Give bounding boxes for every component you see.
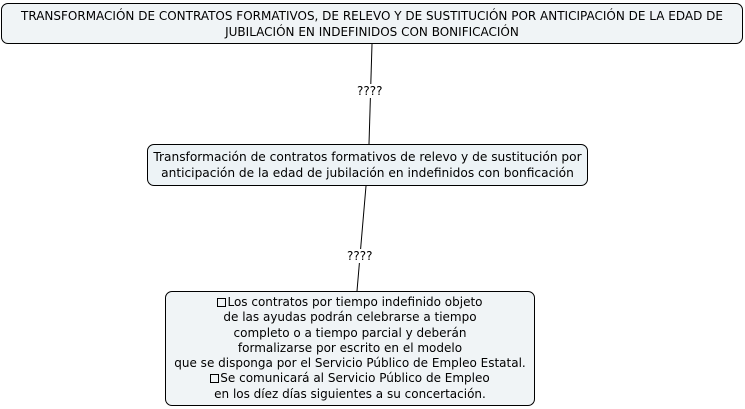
node-text-line: formalizarse por escrito en el modelo — [237, 340, 463, 355]
bullet-line — [174, 371, 525, 386]
node-root-text — [21, 8, 723, 40]
connector-middle-to-leaf — [357, 186, 366, 291]
node-leaf-text — [174, 295, 525, 401]
node-text-line: Se comunicará al Servicio Público de Empleo — [220, 371, 490, 386]
concept-node-middle[interactable] — [147, 144, 588, 186]
bullet-line — [174, 295, 525, 310]
node-text-line: JUBILACIÓN EN INDEFINIDOS CON BONIFICACIÓN — [225, 24, 519, 39]
node-text-line: anticipación de la edad de jubilación en indefinidos con bonficación — [161, 166, 574, 180]
node-text-line: de las ayudas podrán celebrarse a tiempo — [223, 310, 477, 325]
concept-node-leaf[interactable] — [165, 291, 535, 406]
node-text-line: Los contratos por tiempo indefinido objeto — [227, 295, 483, 310]
node-text-line: TRANSFORMACIÓN DE CONTRATOS FORMATIVOS, DE RELEVO Y DE SUSTITUCIÓN POR ANTICIPACIÓN DE LA EDAD DE — [21, 8, 723, 23]
node-text-line: Transformación de contratos formativos de relevo y de sustitución por — [153, 150, 582, 164]
square-bullet-icon — [210, 374, 219, 383]
node-middle-text — [153, 149, 581, 181]
link-label: ???? — [357, 84, 383, 98]
square-bullet-icon — [217, 298, 226, 307]
concept-node-root[interactable] — [1, 3, 743, 44]
node-text-line: completo o a tiempo parcial y deberán — [233, 325, 467, 340]
node-text-line: que se disponga por el Servicio Público de Empleo Estatal. — [174, 356, 526, 371]
node-text-line: en los díez días siguientes a su concertación. — [214, 386, 486, 401]
link-label: ???? — [347, 249, 373, 263]
